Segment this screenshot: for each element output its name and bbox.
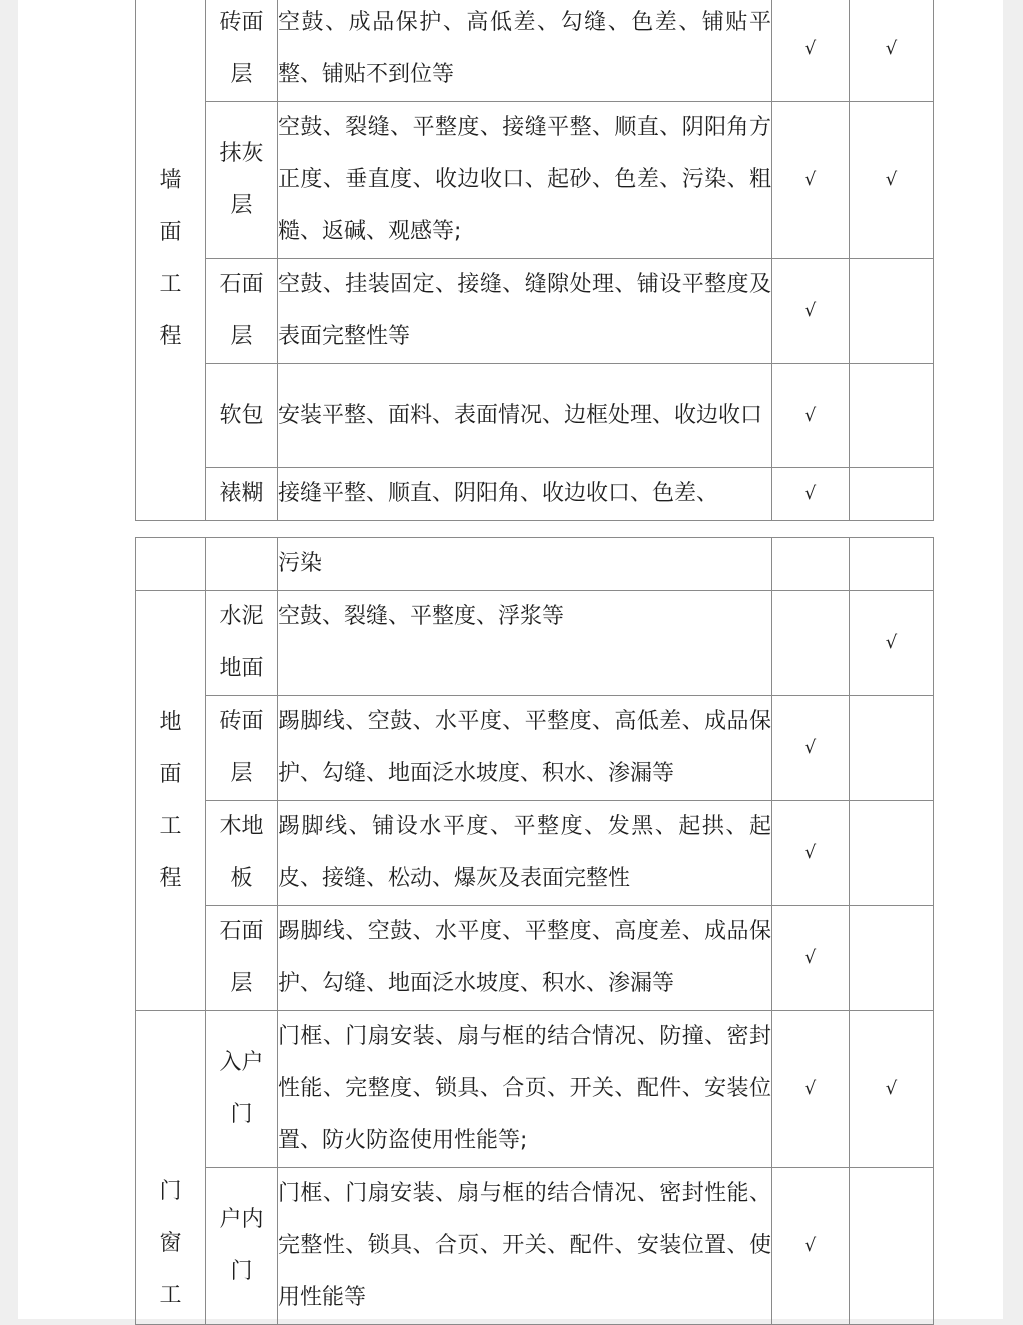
- check-mark: [850, 696, 934, 801]
- content-cell: 空鼓、裂缝、平整度、浮浆等: [278, 591, 772, 696]
- wall-engineering-table: [135, 0, 934, 521]
- category-label: 墙面工程: [159, 167, 182, 349]
- item-label: 入户门: [219, 1050, 264, 1127]
- category-label: 地面工程: [159, 709, 182, 891]
- check-mark: √: [772, 1168, 850, 1325]
- item-cell: [206, 102, 278, 259]
- check-mark: √: [772, 259, 850, 364]
- item-label: 木地板: [219, 814, 264, 891]
- empty-cell: [850, 538, 934, 591]
- check-mark: √: [772, 102, 850, 259]
- table-row: [136, 906, 934, 1011]
- category-cell: [136, 0, 206, 521]
- content-cell: 门框、门扇安装、扇与框的结合情况、密封性能、完整性、锁具、合页、开关、配件、安装位置、使用性能等: [278, 1168, 772, 1325]
- table-row: [136, 1168, 934, 1325]
- table-row: [136, 364, 934, 468]
- item-cell: [206, 468, 278, 521]
- content-cell: 安装平整、面料、表面情况、边框处理、收边收口: [278, 364, 772, 468]
- item-label: 抹灰层: [219, 141, 264, 218]
- check-mark: [850, 259, 934, 364]
- check-mark: √: [772, 696, 850, 801]
- item-cell: [206, 0, 278, 102]
- table-row: [136, 696, 934, 801]
- check-mark: √: [772, 1011, 850, 1168]
- content-cell: 门框、门扇安装、扇与框的结合情况、防撞、密封性能、完整度、锁具、合页、开关、配件、安装位置、防火防盗使用性能等;: [278, 1011, 772, 1168]
- content-cell: 空鼓、裂缝、平整度、接缝平整、顺直、阴阳角方正度、垂直度、收边收口、起砂、色差、污染、粗糙、返碱、观感等;: [278, 102, 772, 259]
- item-label: 石面层: [219, 272, 264, 349]
- item-cell: [206, 591, 278, 696]
- table-row: [136, 538, 934, 591]
- category-cell: [136, 1011, 206, 1325]
- item-label: 砖面层: [219, 10, 264, 87]
- check-mark: [772, 591, 850, 696]
- check-mark: √: [850, 102, 934, 259]
- check-mark: √: [772, 468, 850, 521]
- check-mark: √: [850, 0, 934, 102]
- check-mark: [850, 1168, 934, 1325]
- content-cell: 踢脚线、空鼓、水平度、平整度、高低差、成品保护、勾缝、地面泛水坡度、积水、渗漏等: [278, 696, 772, 801]
- check-mark: √: [772, 0, 850, 102]
- check-mark: [850, 468, 934, 521]
- check-mark: [850, 364, 934, 468]
- check-mark: √: [850, 1011, 934, 1168]
- check-mark: √: [772, 906, 850, 1011]
- table-row: [136, 591, 934, 696]
- check-mark: √: [772, 364, 850, 468]
- table-row: [136, 801, 934, 906]
- check-mark: √: [850, 591, 934, 696]
- empty-cell: [206, 538, 278, 591]
- empty-cell: [772, 538, 850, 591]
- content-cell: 空鼓、挂装固定、接缝、缝隙处理、铺设平整度及表面完整性等: [278, 259, 772, 364]
- category-label: 门窗工: [159, 1179, 182, 1308]
- item-cell: [206, 906, 278, 1011]
- check-mark: √: [772, 801, 850, 906]
- category-cell: [136, 591, 206, 1011]
- item-cell: [206, 364, 278, 468]
- check-mark: [850, 801, 934, 906]
- check-mark: [850, 906, 934, 1011]
- table-row: [136, 259, 934, 364]
- floor-door-table: [135, 537, 934, 1325]
- item-label: 水泥地面: [219, 604, 264, 681]
- item-cell: [206, 259, 278, 364]
- content-cell: 污染: [278, 538, 772, 591]
- table-row: [136, 1011, 934, 1168]
- item-label: 石面层: [219, 919, 264, 996]
- item-label: 户内门: [219, 1207, 264, 1284]
- item-cell: [206, 1168, 278, 1325]
- item-cell: [206, 1011, 278, 1168]
- table-row: [136, 0, 934, 102]
- item-label: 砖面层: [219, 709, 264, 786]
- table-row: [136, 468, 934, 521]
- item-label: 软包: [219, 402, 264, 428]
- item-cell: [206, 801, 278, 906]
- empty-cell: [136, 538, 206, 591]
- content-cell: 踢脚线、空鼓、水平度、平整度、高度差、成品保护、勾缝、地面泛水坡度、积水、渗漏等: [278, 906, 772, 1011]
- table-row: [136, 102, 934, 259]
- item-label: 裱糊: [219, 481, 264, 506]
- content-cell: 踢脚线、铺设水平度、平整度、发黑、起拱、起皮、接缝、松动、爆灰及表面完整性: [278, 801, 772, 906]
- content-cell: 空鼓、成品保护、高低差、勾缝、色差、铺贴平整、铺贴不到位等: [278, 0, 772, 102]
- content-cell: 接缝平整、顺直、阴阳角、收边收口、色差、: [278, 468, 772, 521]
- item-cell: [206, 696, 278, 801]
